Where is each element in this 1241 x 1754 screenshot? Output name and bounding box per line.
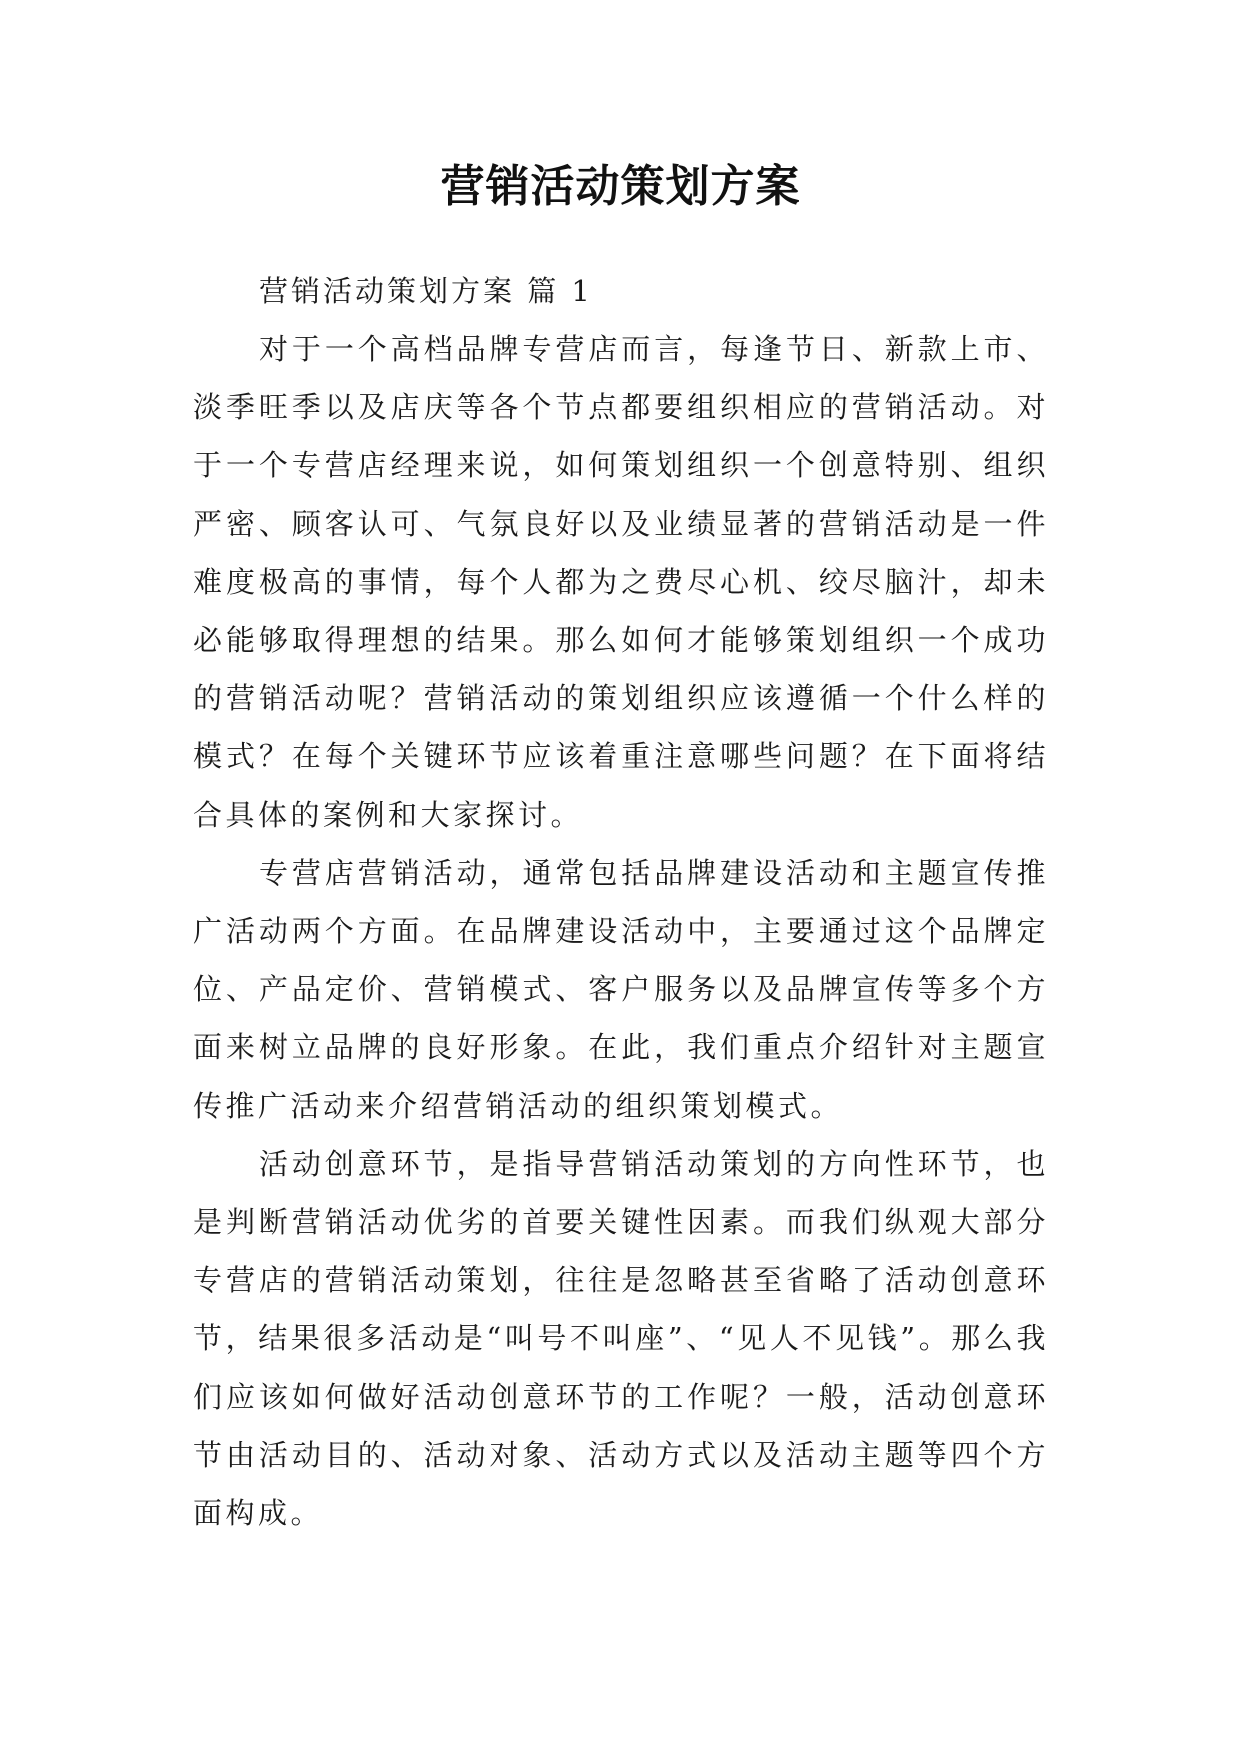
- document-title: 营销活动策划方案: [440, 161, 801, 212]
- paragraph-3: 活动创意环节，是指导营销活动策划的方向性环节，也是判断营销活动优劣的首要关键性因素。而我们纵观大部分专营店的营销活动策划，往往是忽略甚至省略了活动创意环节，结果很多活动是“叫号不叫座”、“见人不见钱”。那么我们应该如何做好活动创意环节的工作呢？一般，活动创意环节由活动目的、活动对象、活动方式以及活动主题等四个方面构成。: [193, 1146, 1049, 1531]
- paragraph-2: 专营店营销活动，通常包括品牌建设活动和主题宣传推广活动两个方面。在品牌建设活动中，主要通过这个品牌定位、产品定价、营销模式、客户服务以及品牌宣传等多个方面来树立品牌的良好形象。在此，我们重点介绍针对主题宣传推广活动来介绍营销活动的组织策划模式。: [193, 855, 1049, 1123]
- document-body: [193, 262, 1049, 1542]
- section-heading: 营销活动策划方案 篇 1: [259, 274, 593, 308]
- paragraph-1: 对于一个高档品牌专营店而言，每逢节日、新款上市、淡季旺季以及店庆等各个节点都要组织相应的营销活动。对于一个专营店经理来说，如何策划组织一个创意特别、组织严密、顾客认可、气氛良好以及业绩显著的营销活动是一件难度极高的事情，每个人都为之费尽心机、绞尽脑汁，却未必能够取得理想的结果。那么如何才能够策划组织一个成功的营销活动呢？营销活动的策划组织应该遵循一个什么样的模式？在每个关键环节应该着重注意哪些问题？在下面将结合具体的案例和大家探讨。: [193, 332, 1049, 832]
